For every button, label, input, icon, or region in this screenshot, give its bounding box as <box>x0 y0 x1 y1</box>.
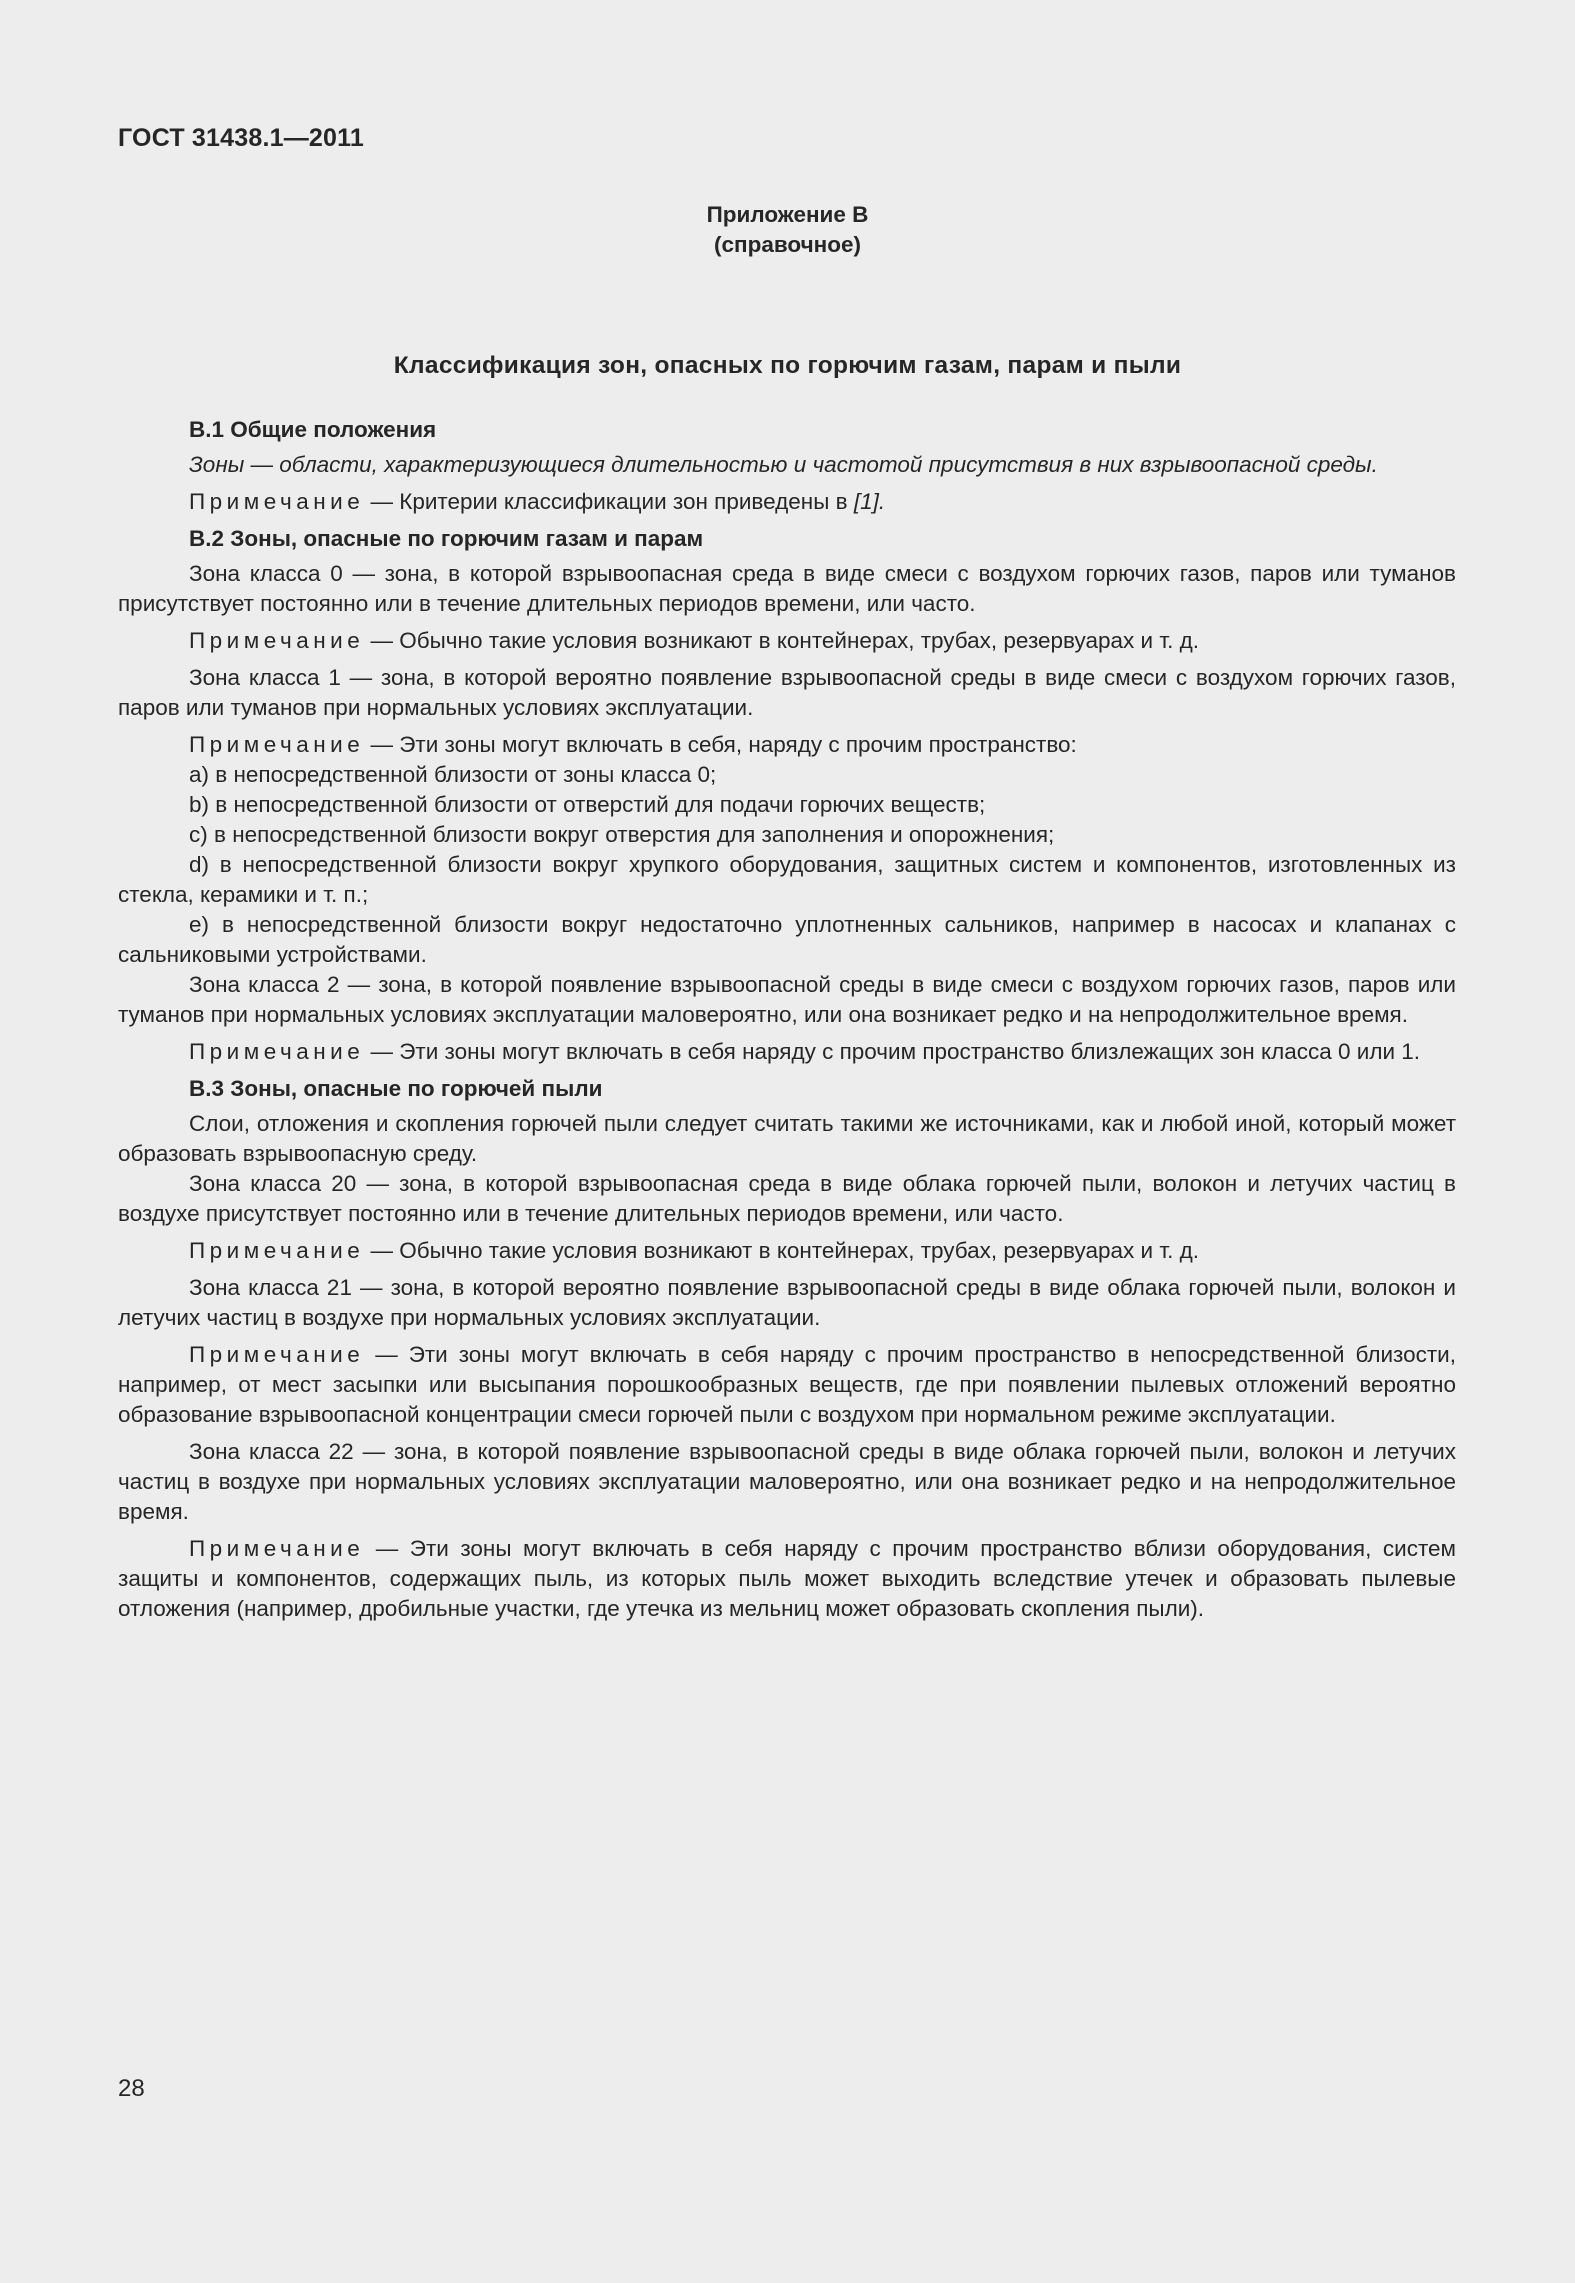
zone-1-paragraph: Зона класса 1 — зона, в которой вероятно появление взрывоопасной среды в виде смеси с воздухом горючих газов, паров или туманов при нормальных условиях эксплуатации. <box>118 665 1456 720</box>
note-text: — Эти зоны могут включать в себя наряду с прочим пространство близлежащих зон класса 0 или 1. <box>364 1039 1421 1064</box>
note-reference: [1]. <box>853 489 886 514</box>
note-text: — Обычно такие условия возникают в контейнерах, трубах, резервуарах и т. д. <box>364 628 1200 653</box>
zone-0-paragraph: Зона класса 0 — зона, в которой взрывоопасная среда в виде смеси с воздухом горючих газов, паров или туманов присутствует постоянно или в течение длительных периодов времени, или часто. <box>118 561 1456 616</box>
section-heading-b3: В.3 Зоны, опасные по горючей пыли <box>189 1076 603 1101</box>
zone-21-paragraph: Зона класса 21 — зона, в которой вероятно появление взрывоопасной среды в виде облака горючей пыли, волокон и летучих частиц в воздухе при нормальных условиях эксплуатации. <box>118 1275 1456 1330</box>
zone-definition: Зоны — области, характеризующиеся длительностью и частотой присутствия в них взрывоопасной среды. <box>189 452 1378 477</box>
list-item: d) в непосредственной близости вокруг хрупкого оборудования, защитных систем и компонентов, изготовленных из стекла, керамики и т. п.; <box>118 852 1456 907</box>
note-text: — Эти зоны могут включать в себя, наряду с прочим пространство: <box>364 732 1077 757</box>
note-label: Примечание <box>189 1536 365 1561</box>
note-zone-1 <box>118 730 1456 760</box>
zone-20-paragraph: Зона класса 20 — зона, в которой взрывоопасная среда в виде облака горючей пыли, волокон и летучих частиц в воздухе присутствует постоянно или в течение длительных периодов времени, или часто. <box>118 1171 1456 1226</box>
list-item: e) в непосредственной близости вокруг недостаточно уплотненных сальников, например в насосах и клапанах с сальниковыми устройствами. <box>118 912 1456 967</box>
page-number: 28 <box>118 2075 145 2102</box>
list-item: b) в непосредственной близости от отверстий для подачи горючих веществ; <box>189 792 986 817</box>
note-zone-20 <box>118 1236 1456 1266</box>
section-heading-b1: В.1 Общие положения <box>189 417 437 442</box>
note-label: Примечание <box>189 1238 365 1263</box>
note-text: — Обычно такие условия возникают в контейнерах, трубах, резервуарах и т. д. <box>364 1238 1200 1263</box>
note-text: — Эти зоны могут включать в себя наряду с прочим пространство вблизи оборудования, систем защиты и компонентов, содержащих пыль, из которых пыль может выходить вследствие утечек и образовать пылевые отложения (например, дробильные участки, где утечка из мельниц может образовать скопления пыли). <box>118 1536 1456 1621</box>
main-title: Классификация зон, опасных по горючим газам, парам и пыли <box>393 352 1182 379</box>
list-item: c) в непосредственной близости вокруг отверстия для заполнения и опорожнения; <box>189 822 1055 847</box>
note-text: — Критерии классификации зон приведены в <box>364 489 854 514</box>
annex-heading <box>0 200 1575 260</box>
list-item: a) в непосредственной близости от зоны класса 0; <box>189 762 717 787</box>
note-zone-21 <box>118 1340 1456 1430</box>
document-body <box>118 415 1456 1624</box>
annex-title: Приложение В <box>706 202 869 227</box>
note-label: Примечание <box>189 732 365 757</box>
note-label: Примечание <box>189 489 365 514</box>
dust-intro-paragraph: Слои, отложения и скопления горючей пыли следует считать такими же источниками, как и любой иной, который может образовать взрывоопасную среду. <box>118 1111 1456 1166</box>
zone-2-paragraph: Зона класса 2 — зона, в которой появление взрывоопасной среды в виде смеси с воздухом горючих газов, паров или туманов при нормальных условиях эксплуатации маловероятно, или она возникает редко и на непродолжительное время. <box>118 972 1456 1027</box>
document-code: ГОСТ 31438.1—2011 <box>118 124 364 152</box>
note-label: Примечание <box>189 1039 365 1064</box>
note-zone-2 <box>118 1037 1456 1067</box>
zone-22-paragraph: Зона класса 22 — зона, в которой появление взрывоопасной среды в виде облака горючей пыли, волокон и летучих частиц в воздухе при нормальных условиях эксплуатации маловероятно, или она возникает редко и на непродолжительное время. <box>118 1439 1456 1524</box>
section-heading-b2: В.2 Зоны, опасные по горючим газам и парам <box>189 526 704 551</box>
note-label: Примечание <box>189 1342 365 1367</box>
annex-subtitle: (справочное) <box>714 232 861 257</box>
note-label: Примечание <box>189 628 365 653</box>
note-text: — Эти зоны могут включать в себя наряду с прочим пространство в непосредственной близости, например, от мест засыпки или высыпания порошкообразных веществ, где при появлении пылевых отложений вероятно образование взрывоопасной концентрации смеси горючей пыли с воздухом при нормальном режиме эксплуатации. <box>118 1342 1456 1427</box>
note-zone-0 <box>118 626 1456 656</box>
note-zone-22 <box>118 1534 1456 1624</box>
note-b1 <box>118 487 1456 517</box>
